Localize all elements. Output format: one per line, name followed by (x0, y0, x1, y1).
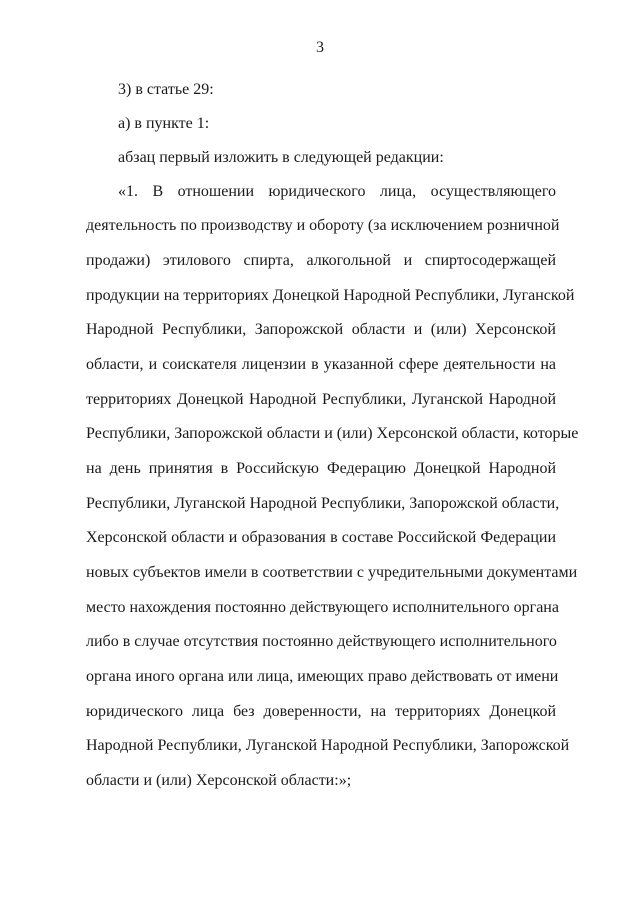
item-3-heading: 3) в статье 29: (118, 81, 214, 98)
paragraph-line: территориях Донецкой Народной Республики, Луганской Народной (86, 391, 556, 408)
paragraph-line: органа иного органа или лица, имеющих право действовать от имени (86, 668, 559, 685)
paragraph-line: области, и соискателя лицензии в указанной сфере деятельности на (86, 356, 556, 373)
paragraph-line: юридического лица без доверенности, на территориях Донецкой (86, 703, 556, 720)
paragraph-line: новых субъектов имели в соответствии с учредительными документами (86, 564, 578, 581)
paragraph-line: Херсонской области и образования в составе Российской Федерации (86, 529, 556, 546)
paragraph-line: деятельность по производству и обороту (за исключением розничной (86, 217, 560, 234)
paragraph-line: Народной Республики, Запорожской области и (или) Херсонской (86, 321, 556, 338)
paragraph-line: Республики, Запорожской области и (или) Херсонской области, которые (86, 425, 579, 442)
paragraph-line: Народной Республики, Луганской Народной Республики, Запорожской (86, 737, 570, 754)
paragraph-line: продукции на территориях Донецкой Народной Республики, Луганской (86, 287, 575, 304)
instruction-line: абзац первый изложить в следующей редакции: (118, 149, 444, 166)
subitem-a-heading: а) в пункте 1: (118, 115, 210, 132)
paragraph-line: Республики, Луганской Народной Республики, Запорожской области, (86, 495, 560, 512)
paragraph-line: области и (или) Херсонской области:»; (86, 772, 352, 789)
paragraph-line: место нахождения постоянно действующего исполнительного органа (86, 599, 559, 616)
page-number: 3 (316, 39, 324, 56)
paragraph-line: продажи) этилового спирта, алкогольной и спиртосодержащей (86, 252, 556, 269)
paragraph-line: на день принятия в Российскую Федерацию Донецкой Народной (86, 460, 556, 477)
paragraph-line: «1. В отношении юридического лица, осуществляющего (118, 183, 556, 200)
paragraph-line: либо в случае отсутствия постоянно действующего исполнительного (86, 633, 557, 650)
